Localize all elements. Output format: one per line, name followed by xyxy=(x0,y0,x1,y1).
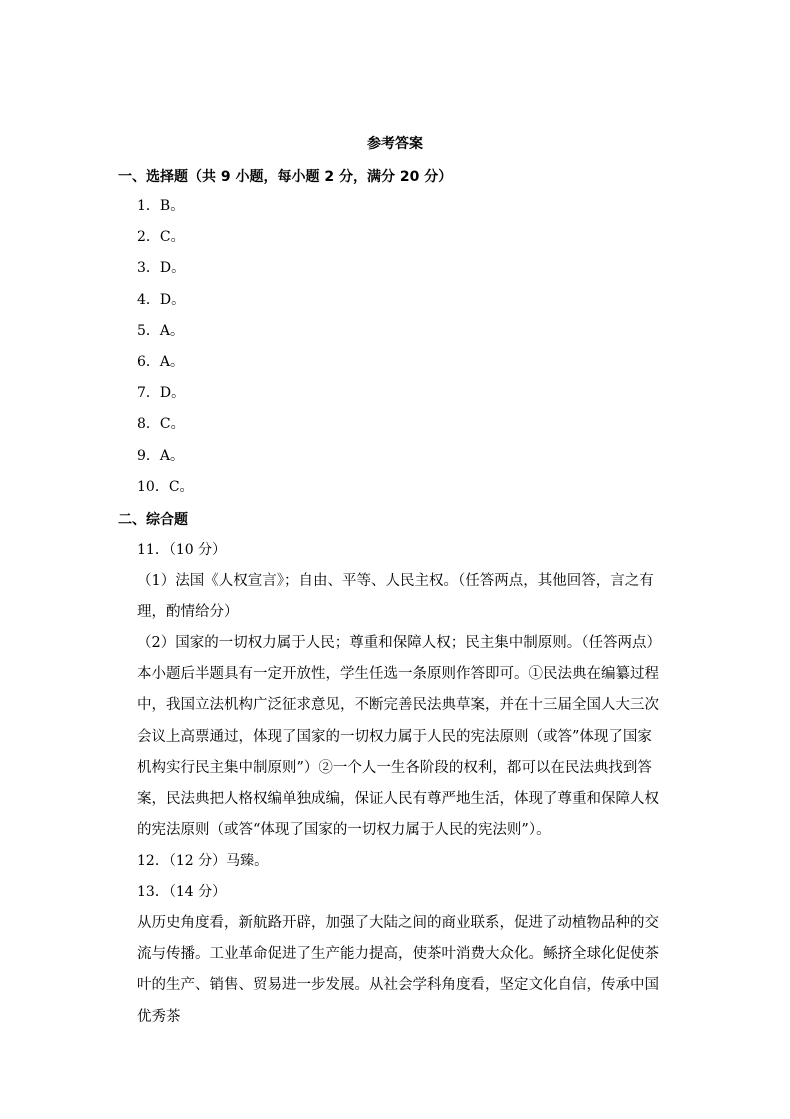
answer-item: 1．B。 xyxy=(137,198,185,214)
q13-label: 13．（14 分） xyxy=(137,884,227,900)
page-title: 参考答案 xyxy=(367,136,423,152)
q11-part1: （1）法国《人权宣言》；自由、平等、人民主权。（任答两点，其他回答，言之有理，酌情给分） xyxy=(137,573,654,621)
answer-item: 9．A。 xyxy=(137,447,185,464)
section-comprehensive-heading: 二、综合题 xyxy=(118,512,188,528)
answer-item: 10．C。 xyxy=(137,478,194,495)
q11-part2: （2）国家的一切权力属于人民；尊重和保障人权；民主集中制原则。（任答两点）本小题后半题具有一定开放性，学生任选一条原则作答即可。①民法典在编纂过程中，我国立法机构广泛征求意见，不断完善民法典草案，并在十三届全国人大三次会议上高票通过，体现了国家的一切权力属于人民的宪法原则（或答”体现了国家机构实行民主集中制原则”）②一个人一生各阶段的权利，都可以在民法典找到答案，民法典把人格权编单独成编，保证人民有尊严地生活，体现了尊重和保障人权的宪法原则（或答“体现了国家的一切权力属于人民的宪法则”）。 xyxy=(137,635,659,839)
answer-item: 3．D。 xyxy=(137,260,186,277)
answer-item: 8．C。 xyxy=(137,416,185,433)
q12-answer: 12．（12 分）马臻。 xyxy=(137,853,269,869)
answer-item: 2．C。 xyxy=(137,229,185,246)
answer-item: 5．A。 xyxy=(137,322,185,339)
section-choice-heading: 一、选择题（共 9 小题，每小题 2 分，满分 20 分） xyxy=(118,169,453,185)
q13-text: 从历史角度看，新航路开辟，加强了大陆之间的商业联系，促进了动植物品种的交流与传播。工业革命促进了生产能力提高，使茶叶消费大众化。鲧挤全球化促使茶叶的生产、销售、贸易进一步发展。从社会学科角度看，坚定文化自信，传承中国优秀茶 xyxy=(137,915,659,1025)
answer-item: 6．A。 xyxy=(137,353,185,370)
choice-answer-list xyxy=(137,196,194,508)
answer-item: 4．D。 xyxy=(137,291,186,308)
answer-item: 7．D。 xyxy=(137,385,186,402)
q11-label: 11．（10 分） xyxy=(137,542,227,558)
